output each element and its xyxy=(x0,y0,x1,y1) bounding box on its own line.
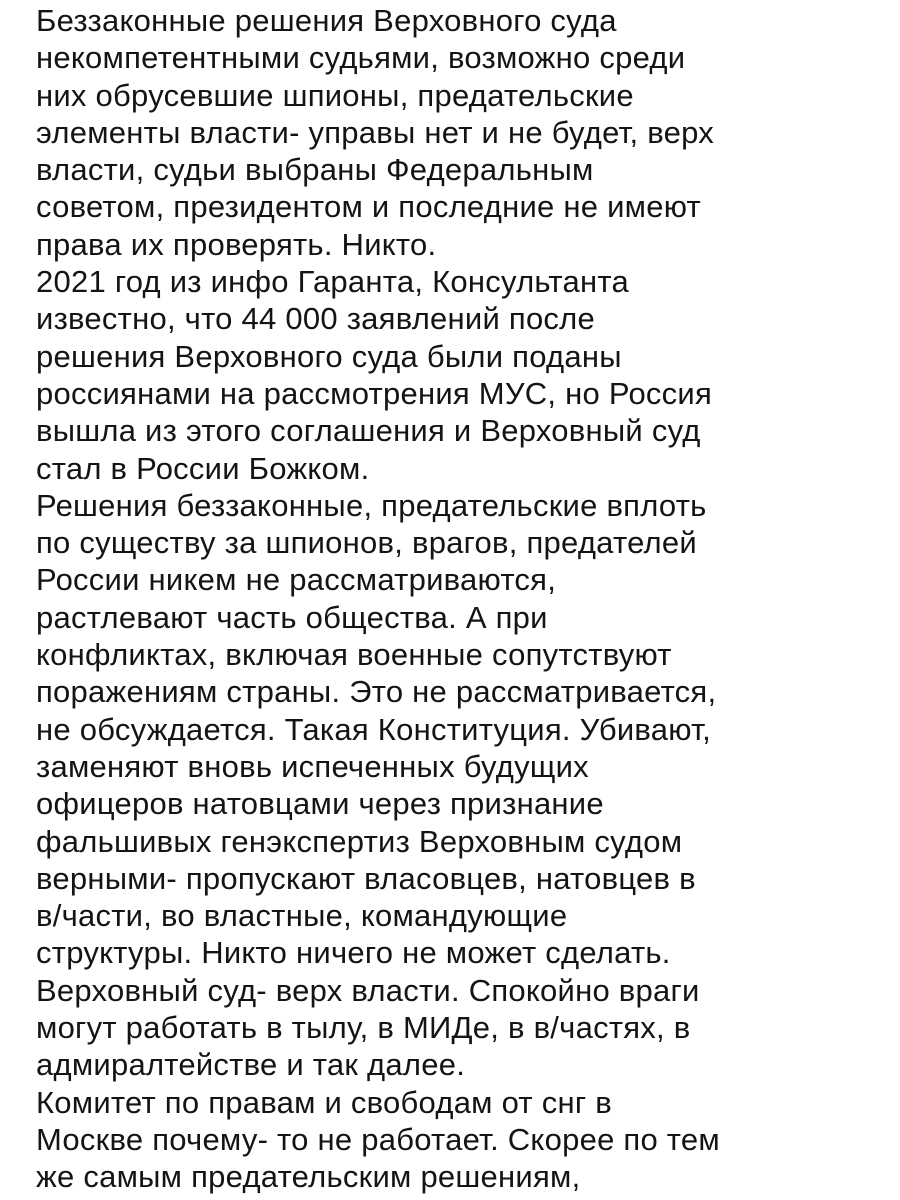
text-line: Беззаконные решения Верховного суда xyxy=(36,3,617,38)
text-line: структуры. Никто ничего не может сделать. xyxy=(36,935,671,971)
document-page xyxy=(36,0,886,1200)
text-line: могут работать в тылу, в МИДе, в в/частях, в xyxy=(36,1010,691,1046)
text-line: решения Верховного суда были поданы xyxy=(36,338,622,374)
text-line: элементы власти- управы нет и не будет, верх xyxy=(36,114,715,150)
text-line: Комитет по правам и свободам от снг в xyxy=(36,1084,612,1120)
text-line: конфликтах, включая военные сопутствуют xyxy=(36,637,672,673)
text-line: некомпетентными судьями, возможно среди xyxy=(36,40,686,76)
text-line: по существу за шпионов, врагов, предателей xyxy=(36,525,697,561)
text-line: них обрусевшие шпионы, предательские xyxy=(36,77,634,113)
text-line: советом, президентом и последние не имеют xyxy=(36,189,701,225)
text-line: права их проверять. Никто. xyxy=(36,226,437,262)
text-line: фальшивых генэкспертиз Верховным судом xyxy=(36,823,683,859)
text-line: Москве почему- то не работает. Скорее по тем xyxy=(36,1121,720,1157)
text-line: же самым предательским решениям, xyxy=(36,1159,581,1195)
text-line: вышла из этого соглашения и Верховный суд xyxy=(36,413,701,449)
text-line: России никем не рассматриваются, xyxy=(36,562,557,598)
text-line: не обсуждается. Такая Конституция. Убивают, xyxy=(36,711,711,747)
text-line: офицеров натовцами через признание xyxy=(36,786,604,822)
document-text xyxy=(36,0,886,1196)
text-line: стал в России Божком. xyxy=(36,450,370,486)
text-line: растлевают часть общества. А при xyxy=(36,599,548,635)
text-line: в/части, во властные, командующие xyxy=(36,898,568,934)
text-line: известно, что 44 000 заявлений после xyxy=(36,301,596,337)
text-line: власти, судьи выбраны Федеральным xyxy=(36,152,594,188)
text-line: поражениям страны. Это не рассматривается, xyxy=(36,674,717,710)
text-line: верными- пропускают власовцев, натовцев в xyxy=(36,860,696,896)
text-line: 2021 год из инфо Гаранта, Консультанта xyxy=(36,264,629,300)
text-line: Верховный суд- верх власти. Спокойно враги xyxy=(36,972,700,1008)
text-line: россиянами на рассмотрения МУС, но Россия xyxy=(36,375,713,411)
text-line: Решения беззаконные, предательские вплоть xyxy=(36,487,707,523)
text-line: заменяют вновь испеченных будущих xyxy=(36,748,589,784)
text-line: адмиралтействе и так далее. xyxy=(36,1047,466,1083)
